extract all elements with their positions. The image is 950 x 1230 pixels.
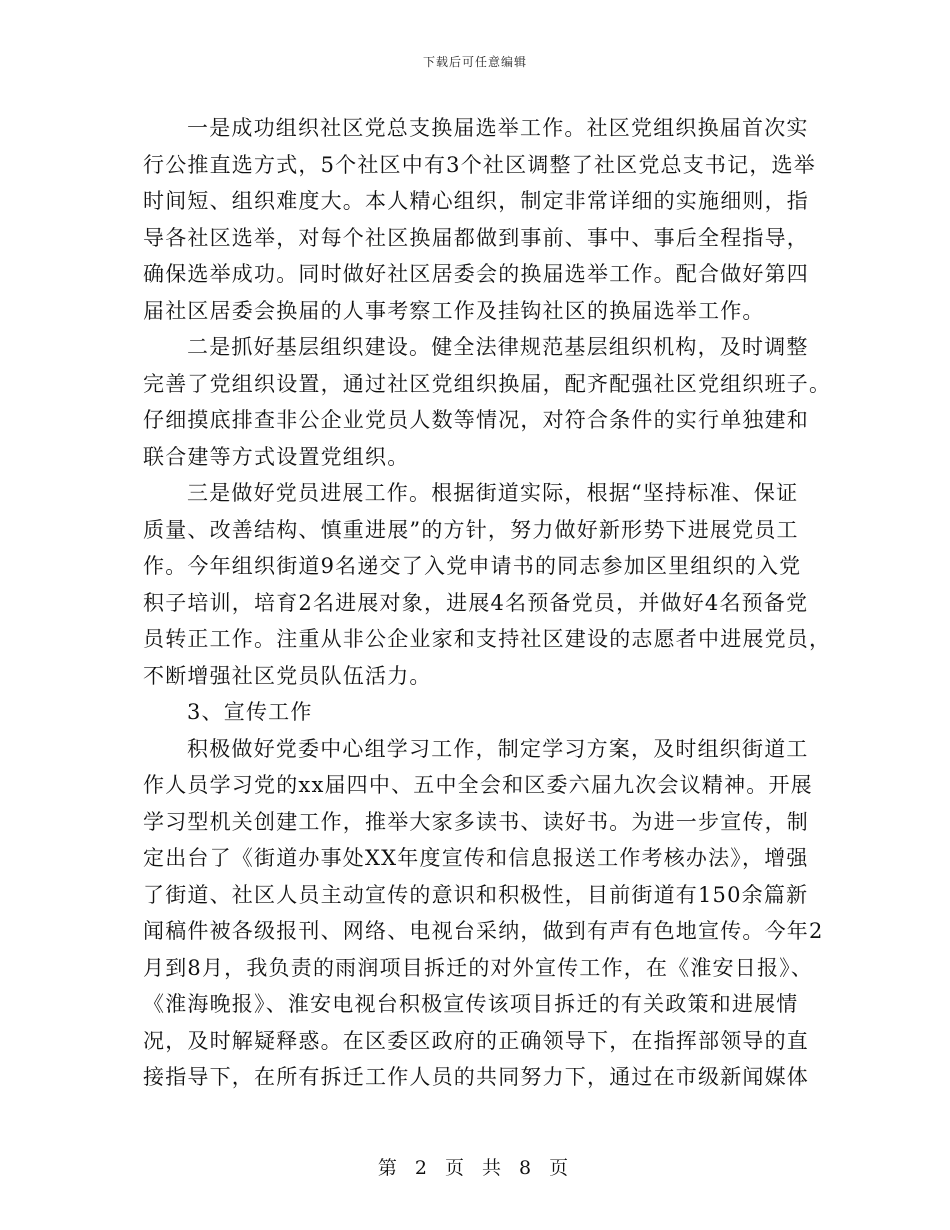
page-number: 第 2 页 共 8 页: [377, 1157, 573, 1179]
text-line: 导各社区选举，对每个社区换届都做到事前、事中、事后全程指导，: [143, 225, 809, 250]
text-line: 学习型机关创建工作，推举大家多读书、读好书。为进一步宣传，制: [143, 809, 809, 834]
document-body: [143, 110, 832, 1096]
text-line: 积极做好党委中心组学习工作，制定学习方案，及时组织街道工: [187, 736, 809, 761]
text-line: 闻稿件被各级报刊、网络、电视台采纳，做到有声有色地宣传。今年2: [143, 919, 824, 943]
text-line: 仔细摸底排查非公企业党员人数等情况，对符合条件的实行单独建和: [143, 408, 809, 432]
text-line: 二是抓好基层组织建设。健全法律规范基层组织机构，及时调整: [187, 335, 809, 359]
text-line: 《淮海晚报》、淮安电视台积极宣传该项目拆迁的有关政策和进展情: [143, 992, 799, 1016]
paragraph-4: [143, 731, 824, 1096]
paragraph-2: [143, 329, 832, 475]
text-line: 质量、改善结构、慎重进展”的方针，努力做好新形势下进展党员工: [143, 517, 799, 542]
text-line: 三是做好党员进展工作。根据街道实际，根据“坚持标准、保证: [187, 481, 799, 505]
heading-line: 3、宣传工作: [187, 700, 313, 724]
section-heading: [143, 694, 803, 731]
text-line: 定出台了《街道办事处XX年度宣传和信息报送工作考核办法》，增强: [143, 846, 809, 870]
text-line: 作人员学习党的xx届四中、五中全会和区委六届九次会议精神。开展: [143, 773, 813, 797]
text-line: 作。今年组织街道9名递交了入党申请书的同志参加区里组织的入党: [143, 554, 802, 578]
text-line: 不断增强社区党员队伍活力。: [143, 663, 432, 688]
text-line: 联合建等方式设置党组织。: [143, 444, 410, 469]
text-line: 月到8月，我负责的雨润项目拆迁的对外宣传工作，在《淮安日报》、: [143, 955, 814, 980]
text-line: 届社区居委会换届的人事考察工作及挂钩社区的换届选举工作。: [143, 298, 765, 323]
text-line: 了街道、社区人员主动宣传的意识和积极性，目前街道有150余篇新: [143, 882, 809, 907]
text-line: 一是成功组织社区党总支换届选举工作。社区党组织换届首次实: [187, 116, 809, 140]
text-line: 时间短、组织难度大。本人精心组织，制定非常详细的实施细则，指: [143, 189, 809, 213]
text-line: 完善了党组织设置，通过社区党组织换届，配齐配强社区党组织班子。: [143, 371, 832, 396]
paragraph-3: [143, 475, 832, 694]
text-line: 确保选举成功。同时做好社区居委会的换届选举工作。配合做好第四: [143, 262, 809, 286]
text-line: 行公推直选方式，5个社区中有3个社区调整了社区党总支书记，选举: [143, 152, 816, 177]
paragraph-1: [143, 110, 816, 329]
text-line: 接指导下，在所有拆迁工作人员的共同努力下，通过在市级新闻媒体: [143, 1065, 809, 1089]
text-line: 积子培训，培育2名进展对象，进展4名预备党员，并做好4名预备党: [143, 590, 809, 615]
page-header: 下载后可任意编辑: [422, 55, 527, 69]
text-line: 员转正工作。注重从非公企业家和支持社区建设的志愿者中进展党员，: [143, 627, 832, 651]
text-line: 况，及时解疑释惑。在区委区政府的正确领导下，在指挥部领导的直: [143, 1028, 809, 1053]
